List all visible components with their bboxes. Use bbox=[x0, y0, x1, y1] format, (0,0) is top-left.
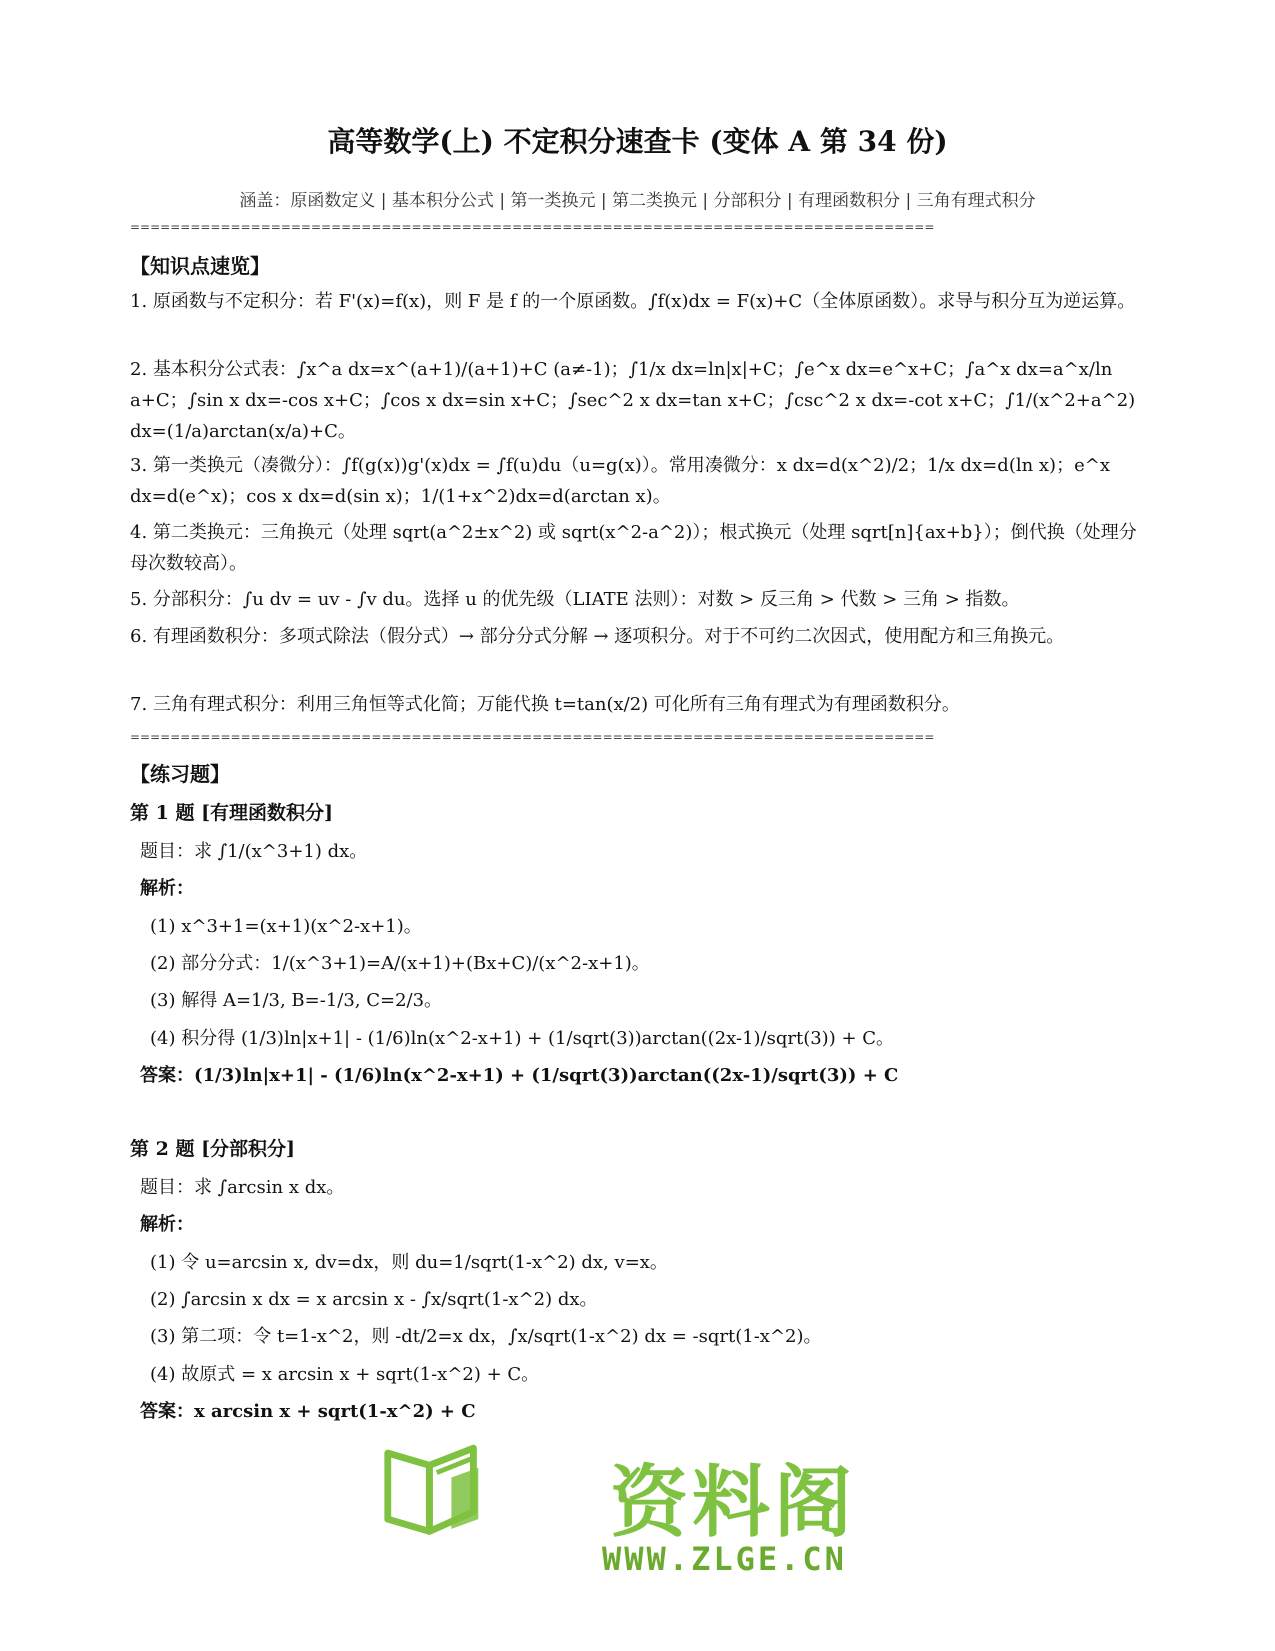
question-1-step-2: (2) 部分分式：1/(x^3+1)=A/(x+1)+(Bx+C)/(x^2-x+1)。 bbox=[150, 953, 650, 974]
question-1-step-4: (4) 积分得 (1/3)ln|x+1| - (1/6)ln(x^2-x+1) + (1/sqrt(3))arctan((2x-1)/sqrt(3)) + C。 bbox=[150, 1028, 895, 1049]
question-2-step-2: (2) ∫arcsin x dx = x arcsin x - ∫x/sqrt(1-x^2) dx。 bbox=[150, 1289, 598, 1310]
question-2-prompt: 题目：求 ∫arcsin x dx。 bbox=[140, 1177, 345, 1198]
question-2-step-1: (1) 令 u=arcsin x, dv=dx，则 du=1/sqrt(1-x^2) dx, v=x。 bbox=[150, 1252, 668, 1273]
watermark-brand: 资料阁 bbox=[610, 1458, 857, 1548]
knowledge-item-6: 6. 有理函数积分：多项式除法（假分式）→ 部分分式分解 → 逐项积分。对于不可约二次因式，使用配方和三角换元。 bbox=[130, 626, 1065, 647]
question-2-step-3: (3) 第二项：令 t=1-x^2，则 -dt/2=x dx，∫x/sqrt(1-x^2) dx = -sqrt(1-x^2)。 bbox=[150, 1326, 822, 1347]
divider-middle: ================================================================================ bbox=[130, 730, 935, 744]
question-2-heading: 第 2 题 [分部积分] bbox=[130, 1138, 296, 1160]
question-2-analysis-label: 解析： bbox=[140, 1214, 194, 1235]
document-subtitle: 涵盖：原函数定义 | 基本积分公式 | 第一类换元 | 第二类换元 | 分部积分 | 有理函数积分 | 三角有理式积分 bbox=[239, 191, 1036, 211]
question-1-step-1: (1) x^3+1=(x+1)(x^2-x+1)。 bbox=[150, 916, 422, 937]
question-2-answer: 答案：x arcsin x + sqrt(1-x^2) + C bbox=[140, 1401, 476, 1422]
question-1-step-3: (3) 解得 A=1/3, B=-1/3, C=2/3。 bbox=[150, 990, 443, 1011]
knowledge-heading: 【知识点速览】 bbox=[130, 254, 270, 278]
divider-top: ================================================================================ bbox=[130, 220, 935, 234]
knowledge-item-2: 2. 基本积分公式表：∫x^a dx=x^(a+1)/(a+1)+C (a≠-1)；∫1/x dx=ln|x|+C；∫e^x dx=e^x+C；∫a^x dx=a^x/ln a+C；∫sin x dx=-cos x+C；∫cos x dx=sin x+C；∫sec^2 x dx=tan x+C；∫csc^2 x dx=-cot x+C；∫1/(x^2+a^2) dx=(1/a)arctan(x/a)+C。 bbox=[130, 359, 1136, 442]
knowledge-item-1: 1. 原函数与不定积分：若 F'(x)=f(x)，则 F 是 f 的一个原函数。∫f(x)dx = F(x)+C（全体原函数）。求导与积分互为逆运算。 bbox=[130, 291, 1136, 312]
question-1-prompt: 题目：求 ∫1/(x^3+1) dx。 bbox=[140, 841, 368, 862]
question-1-answer: 答案：(1/3)ln|x+1| - (1/6)ln(x^2-x+1) + (1/sqrt(3))arctan((2x-1)/sqrt(3)) + C bbox=[140, 1065, 899, 1086]
knowledge-item-5: 5. 分部积分：∫u dv = uv - ∫v du。选择 u 的优先级（LIATE 法则）：对数 > 反三角 > 代数 > 三角 > 指数。 bbox=[130, 589, 1020, 610]
question-1-heading: 第 1 题 [有理函数积分] bbox=[130, 802, 334, 824]
document-title: 高等数学(上) 不定积分速查卡 (变体 A 第 34 份) bbox=[327, 125, 948, 158]
knowledge-item-4: 4. 第二类换元：三角换元（处理 sqrt(a^2±x^2) 或 sqrt(x^2-a^2)）；根式换元（处理 sqrt[n]{ax+b}）；倒代换（处理分母次数较高）。 bbox=[130, 522, 1137, 574]
book-logo-icon bbox=[378, 1380, 608, 1580]
question-2-step-4: (4) 故原式 = x arcsin x + sqrt(1-x^2) + C。 bbox=[150, 1364, 540, 1385]
knowledge-item-3: 3. 第一类换元（凑微分）：∫f(g(x))g'(x)dx = ∫f(u)du（u=g(x)）。常用凑微分：x dx=d(x^2)/2；1/x dx=d(ln x)；e^x dx=d(e^x)；cos x dx=d(sin x)；1/(1+x^2)dx=d(arctan x)。 bbox=[130, 455, 1110, 507]
practice-heading: 【练习题】 bbox=[130, 762, 230, 786]
question-1-analysis-label: 解析： bbox=[140, 878, 194, 899]
watermark-url: WWW.ZLGE.CN bbox=[602, 1540, 847, 1578]
knowledge-item-7: 7. 三角有理式积分：利用三角恒等式化简；万能代换 t=tan(x/2) 可化所有三角有理式为有理函数积分。 bbox=[130, 694, 960, 715]
